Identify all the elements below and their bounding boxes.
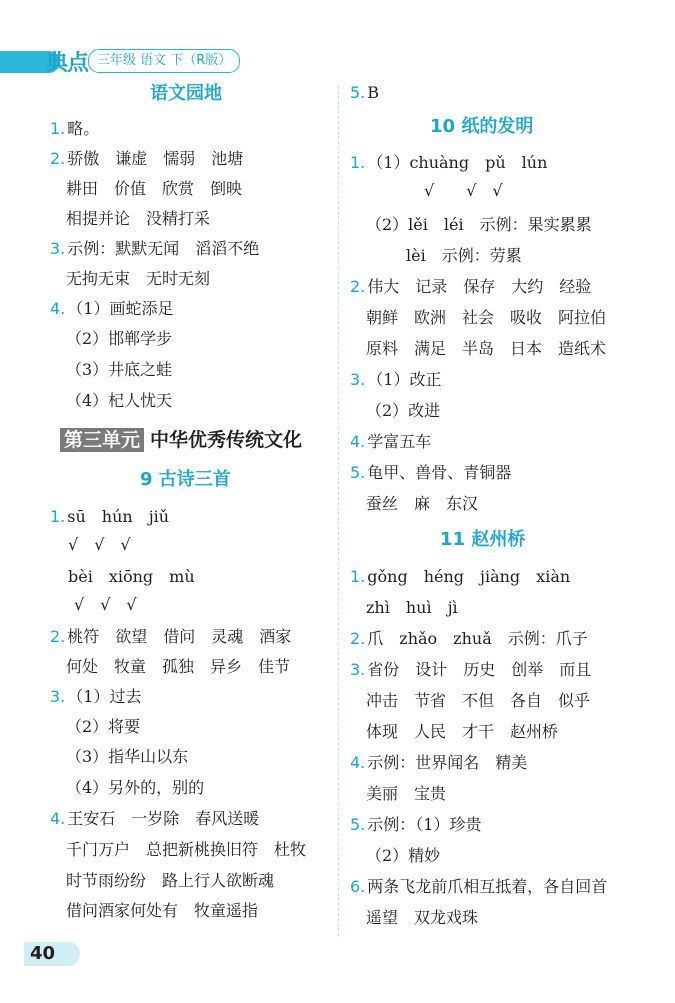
l11-q6-line1: 6. 两条飞龙前爪相互抵着，各自回首 bbox=[350, 877, 608, 896]
l11-q3-line2: 冲击 节省 不但 各自 似乎 bbox=[366, 691, 591, 710]
column-divider bbox=[338, 86, 339, 936]
l-q2-line2: 耕田 价值 欣赏 倒映 bbox=[66, 179, 243, 198]
brand-logo: 典点 bbox=[46, 51, 89, 76]
l11-q6-line2: 遥望 双龙戏珠 bbox=[366, 908, 479, 927]
r-q5-prev: 5. B bbox=[350, 83, 380, 102]
l-q2-line1: 2. 骄傲 谦虚 懦弱 池塘 bbox=[50, 149, 244, 168]
l-q4-line2: （2）邯郸学步 bbox=[66, 329, 173, 348]
l11-q4-line2: 美丽 宝贵 bbox=[366, 784, 447, 803]
l10-q1-line2: （2）lěi léi 示例：果实累累 bbox=[366, 215, 592, 234]
l9-q4-line3: 时节雨纷纷 路上行人欲断魂 bbox=[66, 871, 275, 890]
garden-title: 语文园地 bbox=[150, 83, 222, 104]
l9-q4-line1: 4. 王安石 一岁除 春风送暖 bbox=[50, 809, 260, 828]
page-header bbox=[0, 44, 340, 78]
l9-q1-pinyin1: 1. sū hún jiǔ bbox=[50, 507, 170, 526]
l9-q3-line4: （4）另外的，别的 bbox=[66, 778, 205, 797]
l10-q1-line1: 1. （1）chuàng pǔ lún bbox=[350, 153, 548, 172]
l11-q3-line3: 体现 人民 才干 赵州桥 bbox=[366, 722, 559, 741]
l9-q2-line2: 何处 牧童 孤独 异乡 佳节 bbox=[66, 657, 291, 676]
l11-q5-line2: （2）精妙 bbox=[366, 846, 441, 865]
l-q3-line1: 3. 示例：默默无闻 滔滔不绝 bbox=[50, 239, 260, 258]
l9-q1-pinyin2: bèi xiōng mù bbox=[68, 567, 195, 586]
l10-q3-line1: 3. （1）改正 bbox=[350, 370, 442, 389]
l-q3-line2: 无拘无束 无时无刻 bbox=[66, 269, 211, 288]
unit-badge: 第三单元 bbox=[60, 428, 144, 452]
l10-q2-line1: 2. 伟大 记录 保存 大约 经验 bbox=[350, 277, 592, 296]
l9-q1-marks1: √ √ √ bbox=[68, 535, 131, 554]
l10-q5-line2: 蚕丝 麻 东汉 bbox=[366, 494, 479, 513]
unit-heading bbox=[60, 428, 302, 452]
l10-q4: 4. 学富五车 bbox=[350, 432, 432, 451]
l9-q2-line1: 2. 桃符 欲望 借问 灵魂 酒家 bbox=[50, 627, 292, 646]
lesson9-title: 9 古诗三首 bbox=[140, 469, 231, 490]
l10-q1-marks: √ √ √ bbox=[424, 181, 503, 200]
l11-q3-line1: 3. 省份 设计 历史 创举 而且 bbox=[350, 660, 592, 679]
l-q1: 1. 略。 bbox=[50, 119, 100, 138]
l10-q1-line3: lèi 示例：劳累 bbox=[406, 246, 522, 265]
l11-q1-line1: 1. gǒng héng jiàng xiàn bbox=[350, 567, 571, 586]
l9-q4-line2: 千门万户 总把新桃换旧符 杜牧 bbox=[66, 840, 307, 859]
lesson10-title: 10 纸的发明 bbox=[430, 116, 534, 137]
l9-q1-marks2: √ √ √ bbox=[74, 595, 137, 614]
l10-q2-line2: 朝鲜 欧洲 社会 吸收 阿拉伯 bbox=[366, 308, 607, 327]
l-q4-line3: （3）井底之蛙 bbox=[66, 360, 173, 379]
l10-q5-line1: 5. 龟甲、兽骨、青铜器 bbox=[350, 463, 512, 482]
l-q4-line4: （4）杞人忧天 bbox=[66, 391, 173, 410]
grade-label: 三年级 语文 下（R版） bbox=[88, 49, 240, 73]
l9-q3-line1: 3. （1）过去 bbox=[50, 687, 142, 706]
l11-q4-line1: 4. 示例：世界闻名 精美 bbox=[350, 753, 528, 772]
unit-name: 中华优秀传统文化 bbox=[150, 429, 303, 451]
l10-q3-line2: （2）改进 bbox=[366, 401, 441, 420]
l10-q2-line3: 原料 满足 半岛 日本 造纸术 bbox=[366, 339, 607, 358]
l11-q1-line2: zhì huì jì bbox=[366, 598, 458, 617]
l9-q3-line3: （3）指华山以东 bbox=[66, 747, 189, 766]
l11-q5-line1: 5. 示例：（1）珍贵 bbox=[350, 815, 482, 834]
l-q2-line3: 相提并论 没精打采 bbox=[66, 209, 211, 228]
l9-q4-line4: 借问酒家何处有 牧童遥指 bbox=[66, 901, 259, 920]
page-number: 40 bbox=[30, 943, 56, 964]
l11-q2: 2. 爪 zhǎo zhuǎ 示例：爪子 bbox=[350, 629, 588, 648]
l9-q3-line2: （2）将要 bbox=[66, 717, 141, 736]
page-number-badge bbox=[24, 942, 80, 966]
lesson11-title: 11 赵州桥 bbox=[440, 529, 526, 550]
l-q4-line1: 4. （1）画蛇添足 bbox=[50, 299, 174, 318]
